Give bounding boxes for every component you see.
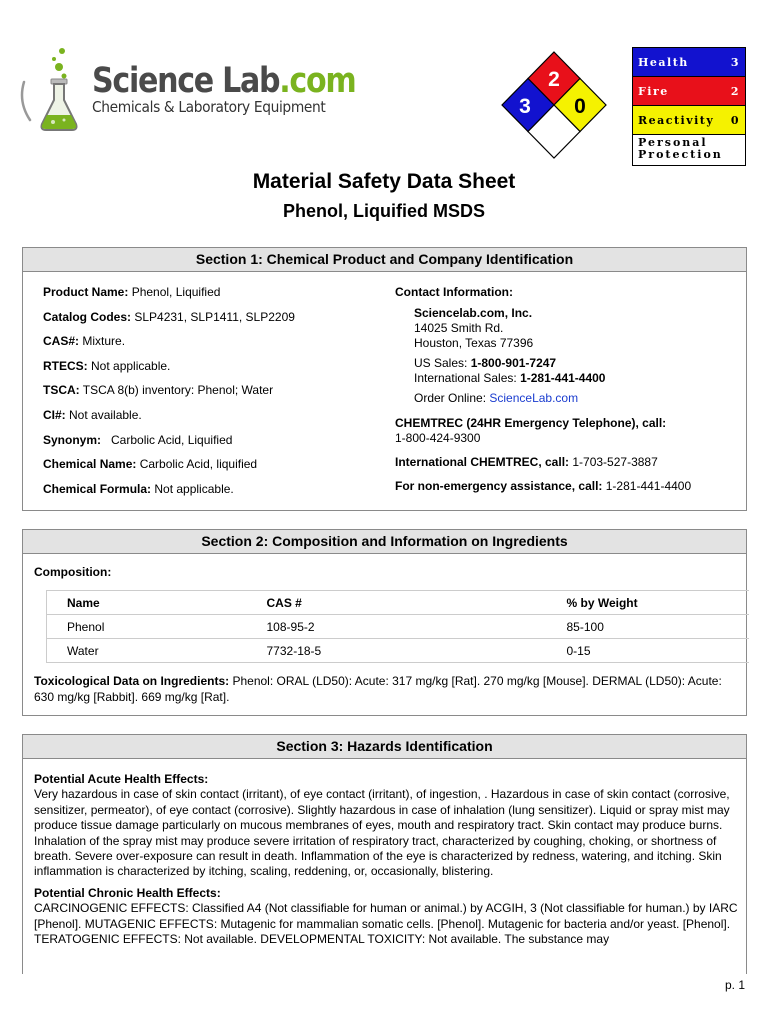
order-online-link[interactable]: ScienceLab.com [489,391,579,405]
table-cell: 0-15 [547,639,750,663]
non-emergency: For non-emergency assistance, call: 1-281-441-4400 [395,479,692,493]
contact-label: Contact Information: [395,285,513,299]
nfpa-fire-value: 2 [548,68,560,91]
field-row: CI#: Not available. [43,407,142,422]
section-3-header: Section 3: Hazards Identification [23,735,746,759]
page-number: p. 1 [724,978,745,992]
chronic-effects: Potential Chronic Health Effects: CARCINOGENIC EFFECTS: Classified A4 (Not classifiable for human or animal.) by ACGIH, 3 (Not classifiable for human.) by IARC [Phenol]. MUTAGENIC EFFECTS: Mutagenic for mammalian somatic cells. [Phenol]. Mutagenic for bacteria and/or yeast. [Phenol]. TERATOGENIC EFFECTS: Not available. DEVELOPMENTAL TOXICITY: Not available. The substance may [34,885,738,947]
hmis-ppe-row: Personal Protection [638,136,723,161]
logo-wordmark: Science Lab.com [92,61,356,101]
table-row [47,615,750,639]
intl-chemtrec: International CHEMTREC, call: 1-703-527-3887 [395,455,658,469]
hmis-health-row: Health 3 [633,48,745,77]
table-cell: Water [47,639,247,663]
flask-icon [20,46,90,136]
toxicological-data: Toxicological Data on Ingredients: Phenol: ORAL (LD50): Acute: 317 mg/kg [Rat]. 270 mg/kg [Mouse]. DERMAL (LD50): Acute: 630 mg/kg [Rabbit]. 669 mg/kg [Rat]. [34,674,722,704]
chemtrec: CHEMTREC (24HR Emergency Telephone), call: 1-800-424-9300 [395,416,667,445]
column-header: % by Weight [547,591,750,615]
field-row: Product Name: Phenol, Liquified [43,285,221,299]
order-online: Order Online: ScienceLab.com [414,391,579,405]
table-row [47,639,750,663]
address-line-2: Houston, Texas 77396 [414,336,534,350]
composition-table [46,590,749,663]
field-row: Catalog Codes: SLP4231, SLP1411, SLP2209 [43,309,295,324]
nfpa-health-value: 3 [519,95,531,118]
product-identification [43,285,383,506]
section-3 [22,734,747,974]
field-row: RTECS: Not applicable. [43,358,171,373]
field-row: Chemical Name: Carbolic Acid, liquified [43,457,258,472]
table-cell: 108-95-2 [247,615,547,639]
nfpa-reactivity-value: 0 [574,95,586,118]
nfpa-diamond [498,50,610,164]
sciencelab-logo [20,46,356,136]
company-name: Sciencelab.com, Inc. [414,306,533,320]
column-header: Name [47,591,247,615]
intl-sales: International Sales: 1-281-441-4400 [414,371,606,385]
us-sales: US Sales: 1-800-901-7247 [414,356,557,370]
table-cell: Phenol [47,615,247,639]
section-1-header: Section 1: Chemical Product and Company Identification [23,248,746,272]
section-1 [22,247,747,511]
field-row: CAS#: Mixture. [43,334,126,349]
column-header: CAS # [247,591,547,615]
document-subtitle: Phenol, Liquified MSDS [283,201,485,221]
field-row: TSCA: TSCA 8(b) inventory: Phenol; Water [43,383,274,398]
address-line-1: 14025 Smith Rd. [414,321,504,335]
hmis-rating-table [632,47,746,166]
table-header-row [47,591,750,615]
field-row: Chemical Formula: Not applicable. [43,481,234,496]
acute-effects: Potential Acute Health Effects: Very hazardous in case of skin contact (irritant), of eye contact (irritant), of ingestion, . Hazardous in case of skin contact (corrosive, sensitizer, permeator), of eye contact (corrosive). Slightly hazardous in case of inhalation (lung sensitizer). Liquid or spray mist may produce tissue damage particularly on mucous membranes of eyes, mouth and respiratory tract. Skin contact may produce burns. Inhalation of the spray mist may produce severe irritation of respiratory tract, characterized by coughing, choking, or shortness of breath. Severe over-exposure can result in death. Inflammation of the eye is characterized by redness, watering, and itching. Skin inflammation is characterized by itching, scaling, reddening, or, occasionally, blistering. [34,772,730,879]
contact-information [395,285,740,494]
hmis-fire-row: Fire 2 [633,77,745,106]
section-2 [22,529,747,716]
field-row: Synonym: Carbolic Acid, Liquified [43,432,233,447]
section-2-header: Section 2: Composition and Information on Ingredients [23,530,746,554]
hmis-reactivity-row: Reactivity 0 [633,106,745,135]
table-cell: 7732-18-5 [247,639,547,663]
table-cell: 85-100 [547,615,750,639]
logo-tagline: Chemicals & Laboratory Equipment [92,98,326,116]
document-title: Material Safety Data Sheet [252,170,516,193]
composition-label: Composition: [34,565,112,579]
